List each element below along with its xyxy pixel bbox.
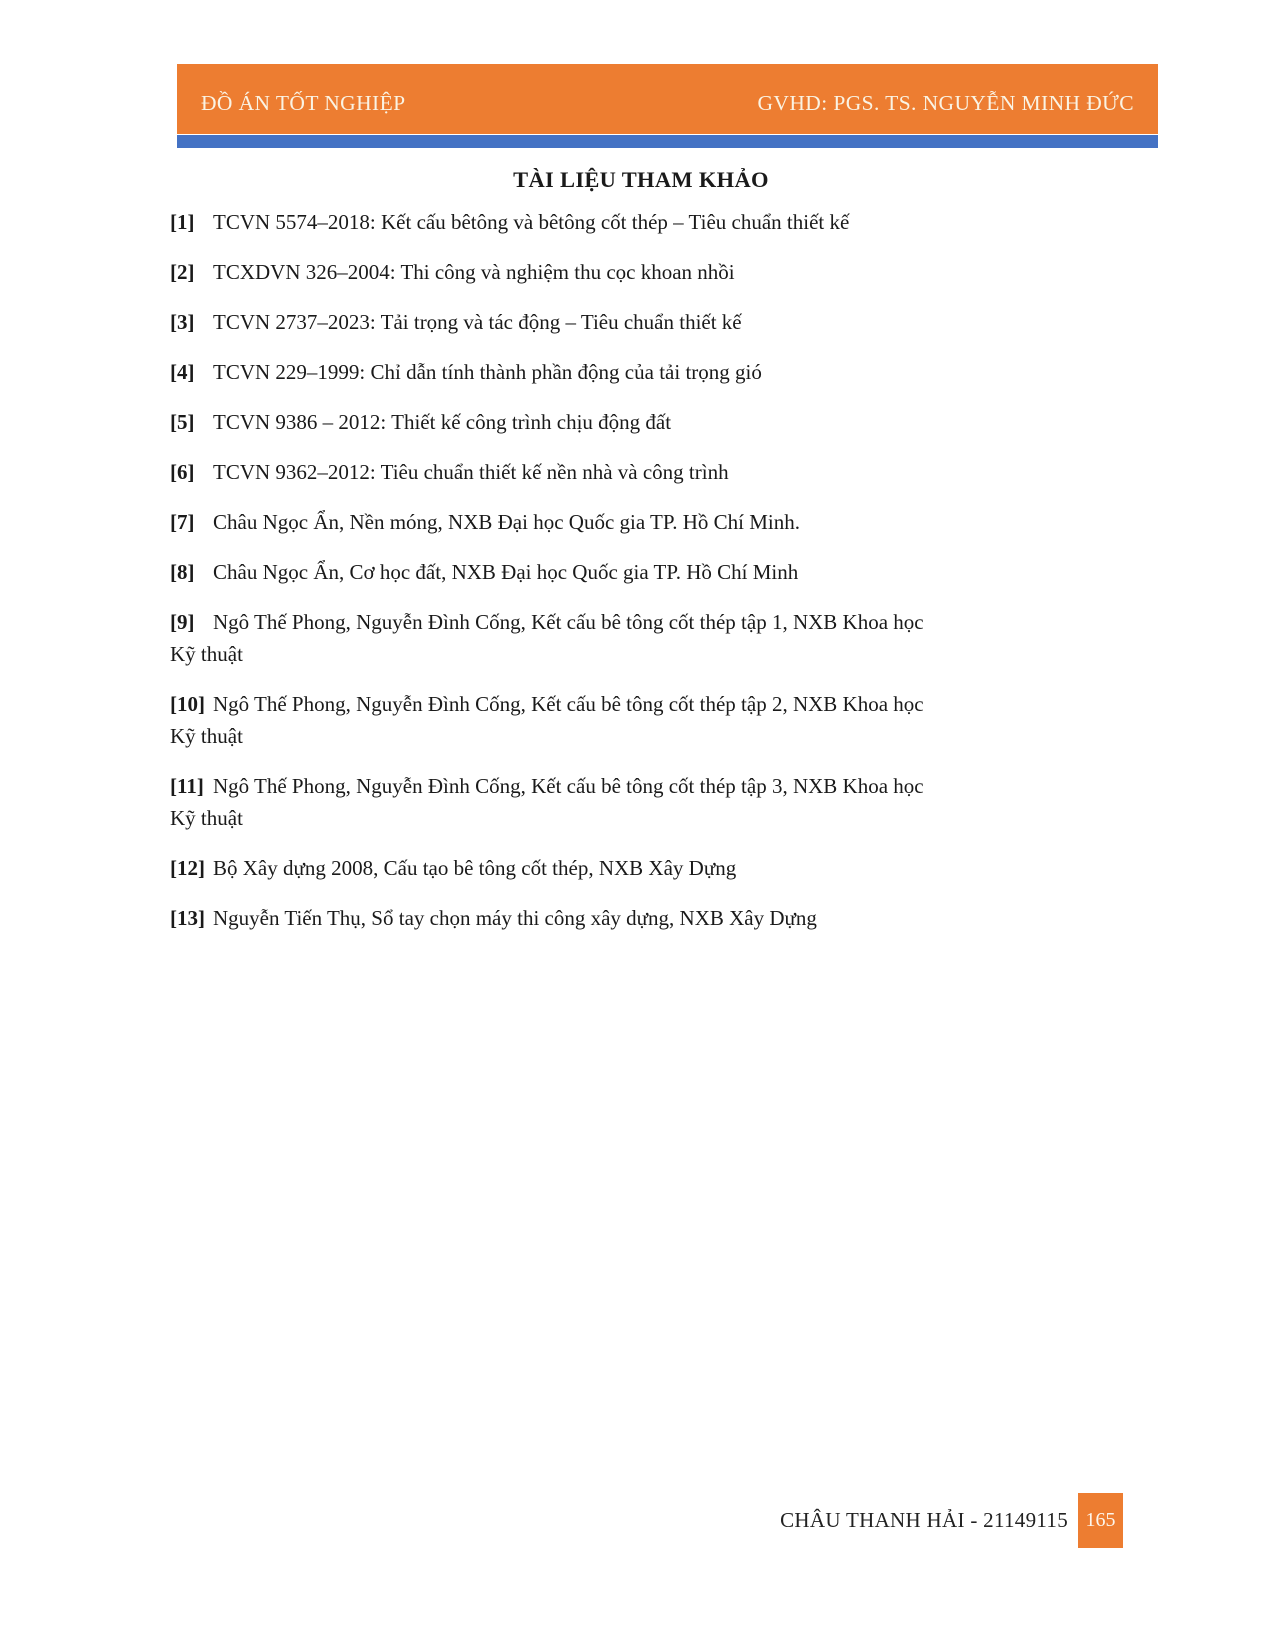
- reference-item: [170, 406, 1112, 438]
- header-underline-bar: [177, 135, 1158, 148]
- reference-text: TCVN 229–1999: Chỉ dẫn tính thành phần động của tải trọng gió: [213, 360, 762, 384]
- reference-text: TCVN 9362–2012: Tiêu chuẩn thiết kế nền nhà và công trình: [213, 460, 729, 484]
- reference-text: Châu Ngọc Ẩn, Nền móng, NXB Đại học Quốc gia TP. Hồ Chí Minh.: [213, 510, 800, 534]
- reference-item: [170, 902, 1112, 934]
- reference-text-line2: Kỹ thuật: [170, 724, 243, 748]
- reference-text: Châu Ngọc Ẩn, Cơ học đất, NXB Đại học Quốc gia TP. Hồ Chí Minh: [213, 560, 799, 584]
- reference-number: [12]: [170, 856, 205, 880]
- reference-number: [13]: [170, 906, 205, 930]
- page-title: TÀI LIỆU THAM KHẢO: [513, 167, 769, 192]
- reference-item: [170, 606, 1112, 670]
- reference-item: [170, 556, 1112, 588]
- reference-item: [170, 206, 1112, 238]
- reference-text: TCVN 9386 – 2012: Thiết kế công trình chịu động đất: [213, 410, 672, 434]
- reference-text: Nguyễn Tiến Thụ, Sổ tay chọn máy thi công xây dựng, NXB Xây Dựng: [213, 906, 817, 930]
- reference-item: [170, 770, 1112, 834]
- reference-number: [8]: [170, 560, 195, 584]
- reference-text: Ngô Thế Phong, Nguyễn Đình Cống, Kết cấu bê tông cốt thép tập 1, NXB Khoa học: [213, 610, 924, 634]
- page-number-badge: [1078, 1493, 1123, 1548]
- reference-text: Bộ Xây dựng 2008, Cấu tạo bê tông cốt thép, NXB Xây Dựng: [213, 856, 737, 880]
- reference-text: TCVN 2737–2023: Tải trọng và tác động – Tiêu chuẩn thiết kế: [213, 310, 742, 334]
- reference-number: [6]: [170, 460, 195, 484]
- reference-number: [3]: [170, 310, 195, 334]
- page-number: 165: [1085, 1509, 1116, 1531]
- reference-item: [170, 306, 1112, 338]
- reference-item: [170, 256, 1112, 288]
- page-header-banner: [177, 64, 1158, 134]
- reference-text: TCXDVN 326–2004: Thi công và nghiệm thu cọc khoan nhồi: [213, 260, 735, 284]
- reference-number: [2]: [170, 260, 195, 284]
- header-right-supervisor: GVHD: PGS. TS. NGUYỄN MINH ĐỨC: [757, 90, 1134, 115]
- reference-item: [170, 356, 1112, 388]
- reference-item: [170, 506, 1112, 538]
- reference-text: Ngô Thế Phong, Nguyễn Đình Cống, Kết cấu bê tông cốt thép tập 2, NXB Khoa học: [213, 692, 924, 716]
- header-left-title: ĐỒ ÁN TỐT NGHIỆP: [201, 90, 406, 115]
- reference-number: [11]: [170, 774, 204, 798]
- reference-item: [170, 456, 1112, 488]
- references-section: [170, 164, 1112, 952]
- reference-number: [4]: [170, 360, 195, 384]
- reference-text-line2: Kỹ thuật: [170, 642, 243, 666]
- reference-number: [7]: [170, 510, 195, 534]
- reference-item: [170, 852, 1112, 884]
- reference-text-line2: Kỹ thuật: [170, 806, 243, 830]
- reference-text: Ngô Thế Phong, Nguyễn Đình Cống, Kết cấu bê tông cốt thép tập 3, NXB Khoa học: [213, 774, 924, 798]
- reference-text: TCVN 5574–2018: Kết cấu bêtông và bêtông cốt thép – Tiêu chuẩn thiết kế: [213, 210, 850, 234]
- reference-number: [9]: [170, 610, 195, 634]
- reference-item: [170, 688, 1112, 752]
- reference-number: [5]: [170, 410, 195, 434]
- reference-number: [1]: [170, 210, 195, 234]
- reference-number: [10]: [170, 692, 205, 716]
- page-footer: [780, 1493, 1123, 1548]
- footer-author-id: CHÂU THANH HẢI - 21149115: [780, 1508, 1068, 1532]
